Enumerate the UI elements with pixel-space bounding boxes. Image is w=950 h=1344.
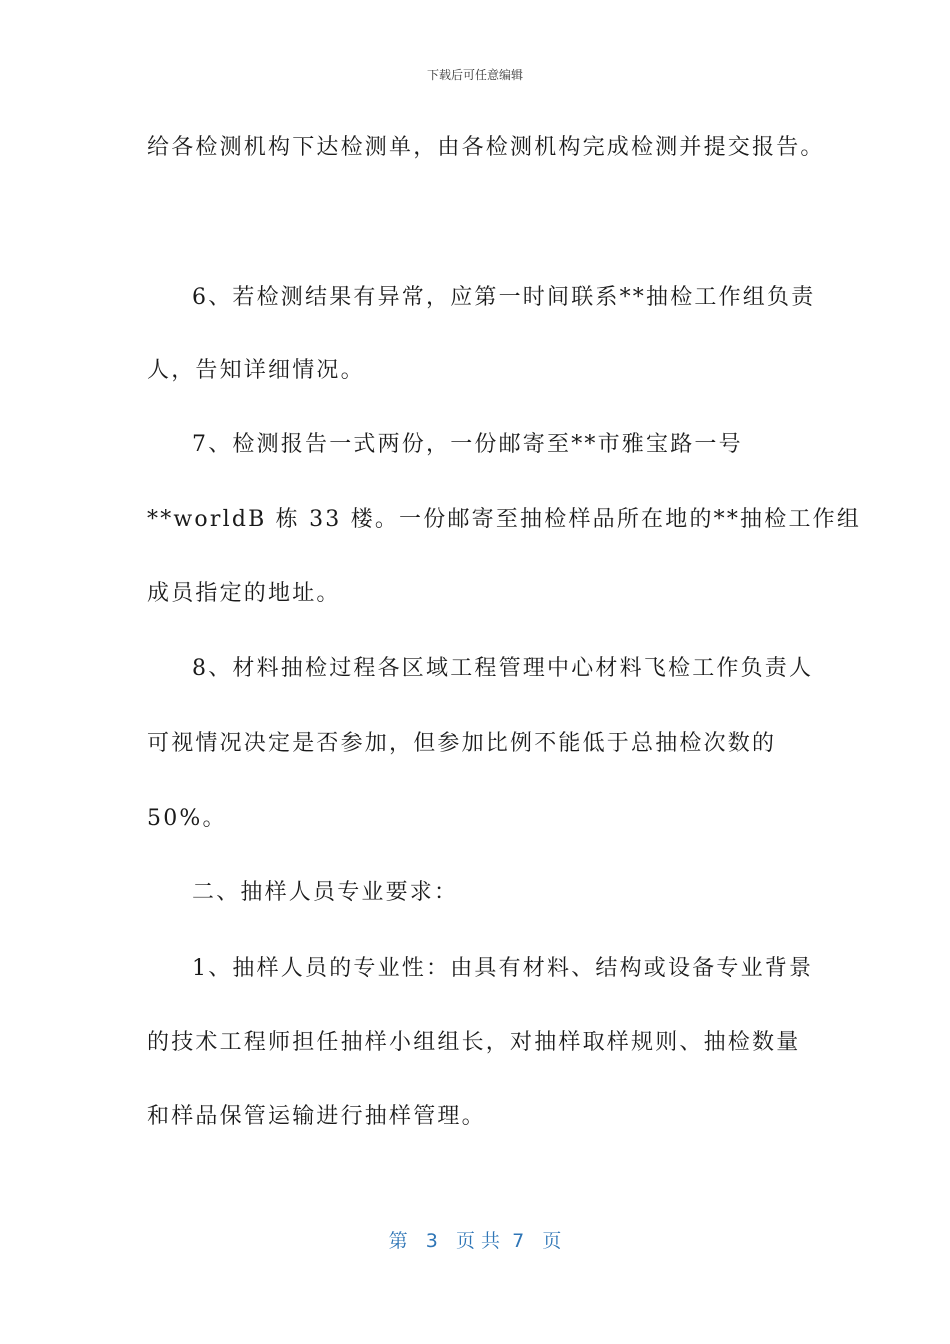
body-line-4: 7、检测报告一式两份，一份邮寄至**市雅宝路一号 (192, 432, 743, 457)
body-line-2: 6、若检测结果有异常，应第一时间联系**抽检工作组负责 (192, 285, 816, 310)
footer-suffix: 页 (542, 1230, 562, 1252)
footer-middle: 页 共 (455, 1230, 501, 1252)
body-line-1: 给各检测机构下达检测单，由各检测机构完成检测并提交报告。 (147, 135, 825, 160)
body-line-8: 可视情况决定是否参加，但参加比例不能低于总抽检次数的 (147, 731, 777, 756)
footer-current-page: 3 (425, 1230, 438, 1252)
body-line-7: 8、材料抽检过程各区域工程管理中心材料飞检工作负责人 (192, 656, 814, 681)
body-line-6: 成员指定的地址。 (147, 581, 341, 606)
body-line-9: 50%。 (147, 806, 227, 831)
body-line-11: 1、抽样人员的专业性：由具有材料、结构或设备专业背景 (192, 956, 814, 981)
header-note: 下载后可任意编辑 (426, 68, 523, 82)
body-line-5: **worldB 栋 33 楼。一份邮寄至抽检样品所在地的**抽检工作组 (147, 507, 862, 532)
body-line-3: 人，告知详细情况。 (147, 358, 365, 383)
page-footer (0, 1226, 950, 1253)
footer-prefix: 第 (388, 1230, 408, 1252)
footer-total-pages: 7 (512, 1230, 525, 1252)
body-line-12: 的技术工程师担任抽样小组组长，对抽样取样规则、抽检数量 (147, 1030, 801, 1055)
section-heading: 二、抽样人员专业要求： (192, 880, 459, 905)
body-line-13: 和样品保管运输进行抽样管理。 (147, 1104, 486, 1129)
